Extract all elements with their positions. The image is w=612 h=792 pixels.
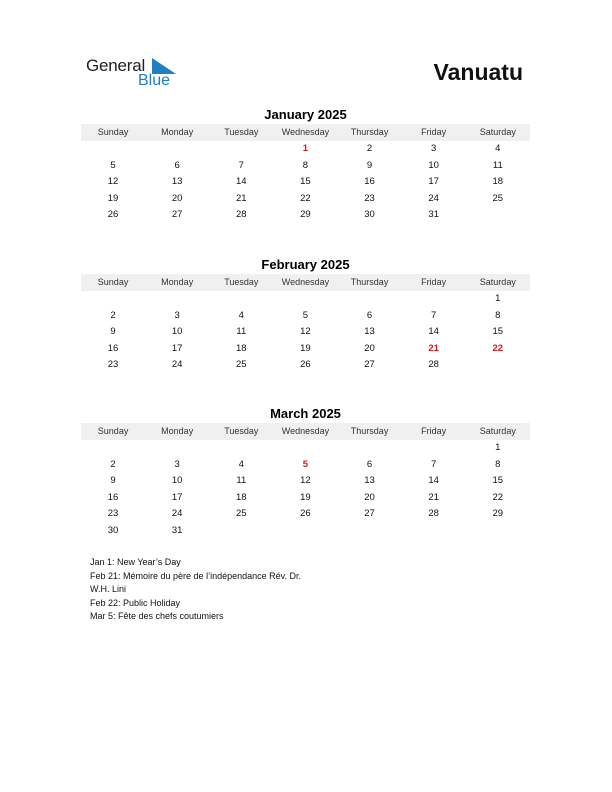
weekday-label: Friday: [421, 127, 447, 137]
day-cell: 6: [366, 309, 373, 321]
day-cell: 4: [238, 458, 244, 470]
day-cell: 18: [236, 342, 247, 354]
day-cell: 9: [110, 475, 116, 487]
day-cell: 29: [300, 209, 311, 221]
day-cell: 30: [107, 524, 119, 536]
weekday-label: Monday: [161, 127, 194, 137]
weekday-label: Friday: [421, 277, 447, 287]
day-cell: 16: [364, 176, 375, 188]
day-cell: 20: [364, 342, 375, 354]
day-cell: 17: [171, 342, 183, 354]
day-cell: 26: [300, 359, 311, 371]
weekday-label: Saturday: [479, 426, 516, 436]
empty-day-cell: [402, 291, 466, 308]
weekday-label: Thursday: [350, 426, 389, 436]
day-cell: 5: [302, 458, 309, 470]
day-cell: 21: [236, 192, 247, 204]
day-cell: 19: [300, 342, 311, 354]
day-cell: 27: [364, 508, 375, 520]
day-cell: 2: [110, 309, 116, 321]
weekday-label: Tuesday: [224, 426, 259, 436]
day-cell: 22: [492, 342, 504, 354]
logo: [86, 56, 186, 92]
weekday-label: Thursday: [350, 127, 389, 137]
day-cell: 3: [174, 458, 180, 470]
empty-day-cell: [81, 291, 145, 308]
empty-day-cell: [145, 440, 209, 457]
day-cell: 28: [428, 359, 439, 371]
day-cell: 21: [428, 491, 439, 503]
week-row: [81, 473, 530, 490]
day-cell: 7: [431, 458, 437, 470]
day-cell: 1: [495, 442, 501, 453]
day-cell: 14: [428, 326, 439, 338]
day-cell: 18: [492, 176, 504, 188]
day-cell: 23: [107, 359, 119, 371]
day-cell: 11: [236, 326, 247, 338]
day-cell: 3: [431, 143, 437, 154]
weekday-label: Sunday: [97, 277, 129, 287]
day-cell: 23: [364, 192, 375, 204]
weekday-label: Sunday: [97, 426, 129, 436]
day-cell: 5: [110, 159, 116, 171]
day-cell: 22: [492, 491, 504, 503]
empty-day-cell: [273, 291, 337, 308]
day-cell: 12: [300, 326, 311, 338]
empty-day-cell: [81, 141, 145, 158]
empty-day-cell: [338, 291, 402, 308]
day-cell: 15: [300, 176, 311, 188]
week-row: [81, 308, 530, 325]
day-cell: 3: [174, 309, 180, 321]
day-cell: 2: [366, 143, 373, 154]
month-march: [81, 405, 530, 540]
week-row: [81, 291, 530, 308]
note-line: Jan 1: New Year’s Day: [90, 557, 181, 567]
empty-day-cell: [402, 440, 466, 457]
day-cell: 13: [171, 176, 183, 188]
day-cell: 28: [236, 209, 247, 221]
day-cell: 30: [364, 209, 375, 221]
weekday-label: Saturday: [479, 127, 516, 137]
day-cell: 14: [236, 176, 247, 188]
day-cell: 15: [492, 475, 504, 487]
day-cell: 26: [300, 508, 311, 520]
day-cell: 7: [431, 309, 437, 321]
day-cell: 27: [171, 209, 183, 221]
day-cell: 27: [364, 359, 375, 371]
day-cell: 24: [171, 359, 183, 371]
day-cell: 1: [302, 143, 309, 154]
day-cell: 10: [171, 326, 183, 338]
day-cell: 8: [495, 458, 501, 470]
day-cell: 13: [364, 475, 375, 487]
weekday-label: Tuesday: [224, 127, 259, 137]
month-title: February 2025: [261, 257, 350, 272]
month-january: [81, 106, 530, 224]
empty-day-cell: [466, 523, 530, 540]
week-row: [81, 158, 530, 175]
weekday-label: Tuesday: [224, 277, 259, 287]
day-cell: 5: [302, 309, 309, 321]
day-cell: 15: [492, 326, 504, 338]
day-cell: 11: [236, 475, 247, 487]
day-cell: 31: [428, 209, 439, 221]
day-cell: 20: [171, 192, 183, 204]
week-row: [81, 324, 530, 341]
day-cell: 17: [428, 176, 439, 188]
note-line: Feb 22: Public Holiday: [90, 597, 181, 608]
day-cell: 31: [171, 524, 183, 536]
empty-day-cell: [209, 440, 273, 457]
empty-day-cell: [466, 357, 530, 374]
day-cell: 7: [238, 159, 244, 171]
week-row: [81, 141, 530, 158]
day-cell: 19: [300, 491, 311, 503]
day-cell: 8: [302, 159, 309, 171]
day-cell: 16: [107, 342, 119, 354]
week-row: [81, 357, 530, 374]
day-cell: 6: [366, 458, 373, 470]
note-line: Feb 21: Mémoire du père de l’indépendance Rév. Dr.: [90, 570, 301, 581]
day-cell: 9: [110, 326, 116, 338]
week-row: [81, 457, 530, 474]
day-cell: 18: [236, 491, 247, 503]
week-row: [81, 440, 530, 457]
weekday-label: Monday: [161, 277, 194, 287]
empty-day-cell: [338, 523, 402, 540]
day-cell: 22: [300, 192, 311, 204]
day-cell: 25: [236, 508, 247, 520]
empty-day-cell: [402, 523, 466, 540]
day-cell: 24: [171, 508, 183, 520]
day-cell: 10: [428, 159, 439, 171]
day-cell: 24: [428, 192, 439, 204]
day-cell: 4: [238, 309, 244, 321]
weekday-label: Sunday: [97, 127, 129, 137]
day-cell: 13: [364, 326, 375, 338]
weekday-label: Thursday: [350, 277, 389, 287]
holiday-notes: [90, 556, 301, 624]
week-row: [81, 506, 530, 523]
day-cell: 29: [492, 508, 504, 520]
week-row: [81, 490, 530, 507]
day-cell: 1: [495, 293, 501, 304]
empty-day-cell: [273, 440, 337, 457]
weekday-header: [81, 423, 530, 440]
weekday-label: Saturday: [479, 277, 516, 287]
day-cell: 26: [107, 209, 119, 221]
weekday-label: Friday: [421, 426, 447, 436]
week-row: [81, 207, 530, 224]
note-line: W.H. Lini: [90, 584, 127, 594]
weekday-label: Wednesday: [281, 426, 330, 436]
day-cell: 23: [107, 508, 119, 520]
day-cell: 12: [300, 475, 311, 487]
day-cell: 19: [107, 192, 119, 204]
day-cell: 8: [495, 309, 501, 321]
month-february: [81, 256, 530, 374]
day-cell: 10: [171, 475, 183, 487]
empty-day-cell: [145, 141, 209, 158]
weekday-label: Wednesday: [281, 127, 330, 137]
day-cell: 16: [107, 491, 119, 503]
empty-day-cell: [81, 440, 145, 457]
day-cell: 20: [364, 491, 375, 503]
day-cell: 11: [492, 159, 503, 171]
weekday-label: Wednesday: [281, 277, 330, 287]
weekday-header: [81, 274, 530, 291]
week-row: [81, 191, 530, 208]
month-title: January 2025: [264, 107, 347, 122]
month-title: March 2025: [270, 406, 341, 421]
day-cell: 6: [174, 159, 180, 171]
day-cell: 9: [366, 159, 373, 171]
empty-day-cell: [338, 440, 402, 457]
day-cell: 21: [428, 342, 439, 354]
empty-day-cell: [209, 523, 273, 540]
week-row: [81, 523, 530, 540]
weekday-label: Monday: [161, 426, 194, 436]
day-cell: 25: [492, 192, 504, 204]
day-cell: 2: [110, 458, 116, 470]
day-cell: 25: [236, 359, 247, 371]
empty-day-cell: [209, 291, 273, 308]
country-title: Vanuatu: [433, 59, 523, 85]
weekday-header: [81, 124, 530, 141]
empty-day-cell: [145, 291, 209, 308]
day-cell: 12: [107, 176, 119, 188]
day-cell: 14: [428, 475, 439, 487]
logo-general-text: General: [86, 56, 146, 75]
empty-day-cell: [273, 523, 337, 540]
week-row: [81, 341, 530, 358]
day-cell: 17: [171, 491, 183, 503]
logo-blue-text: Blue: [138, 72, 171, 89]
week-row: [81, 174, 530, 191]
day-cell: 4: [495, 143, 501, 154]
empty-day-cell: [209, 141, 273, 158]
empty-day-cell: [466, 207, 530, 224]
note-line: Mar 5: Fête des chefs coutumiers: [90, 611, 224, 621]
day-cell: 28: [428, 508, 439, 520]
